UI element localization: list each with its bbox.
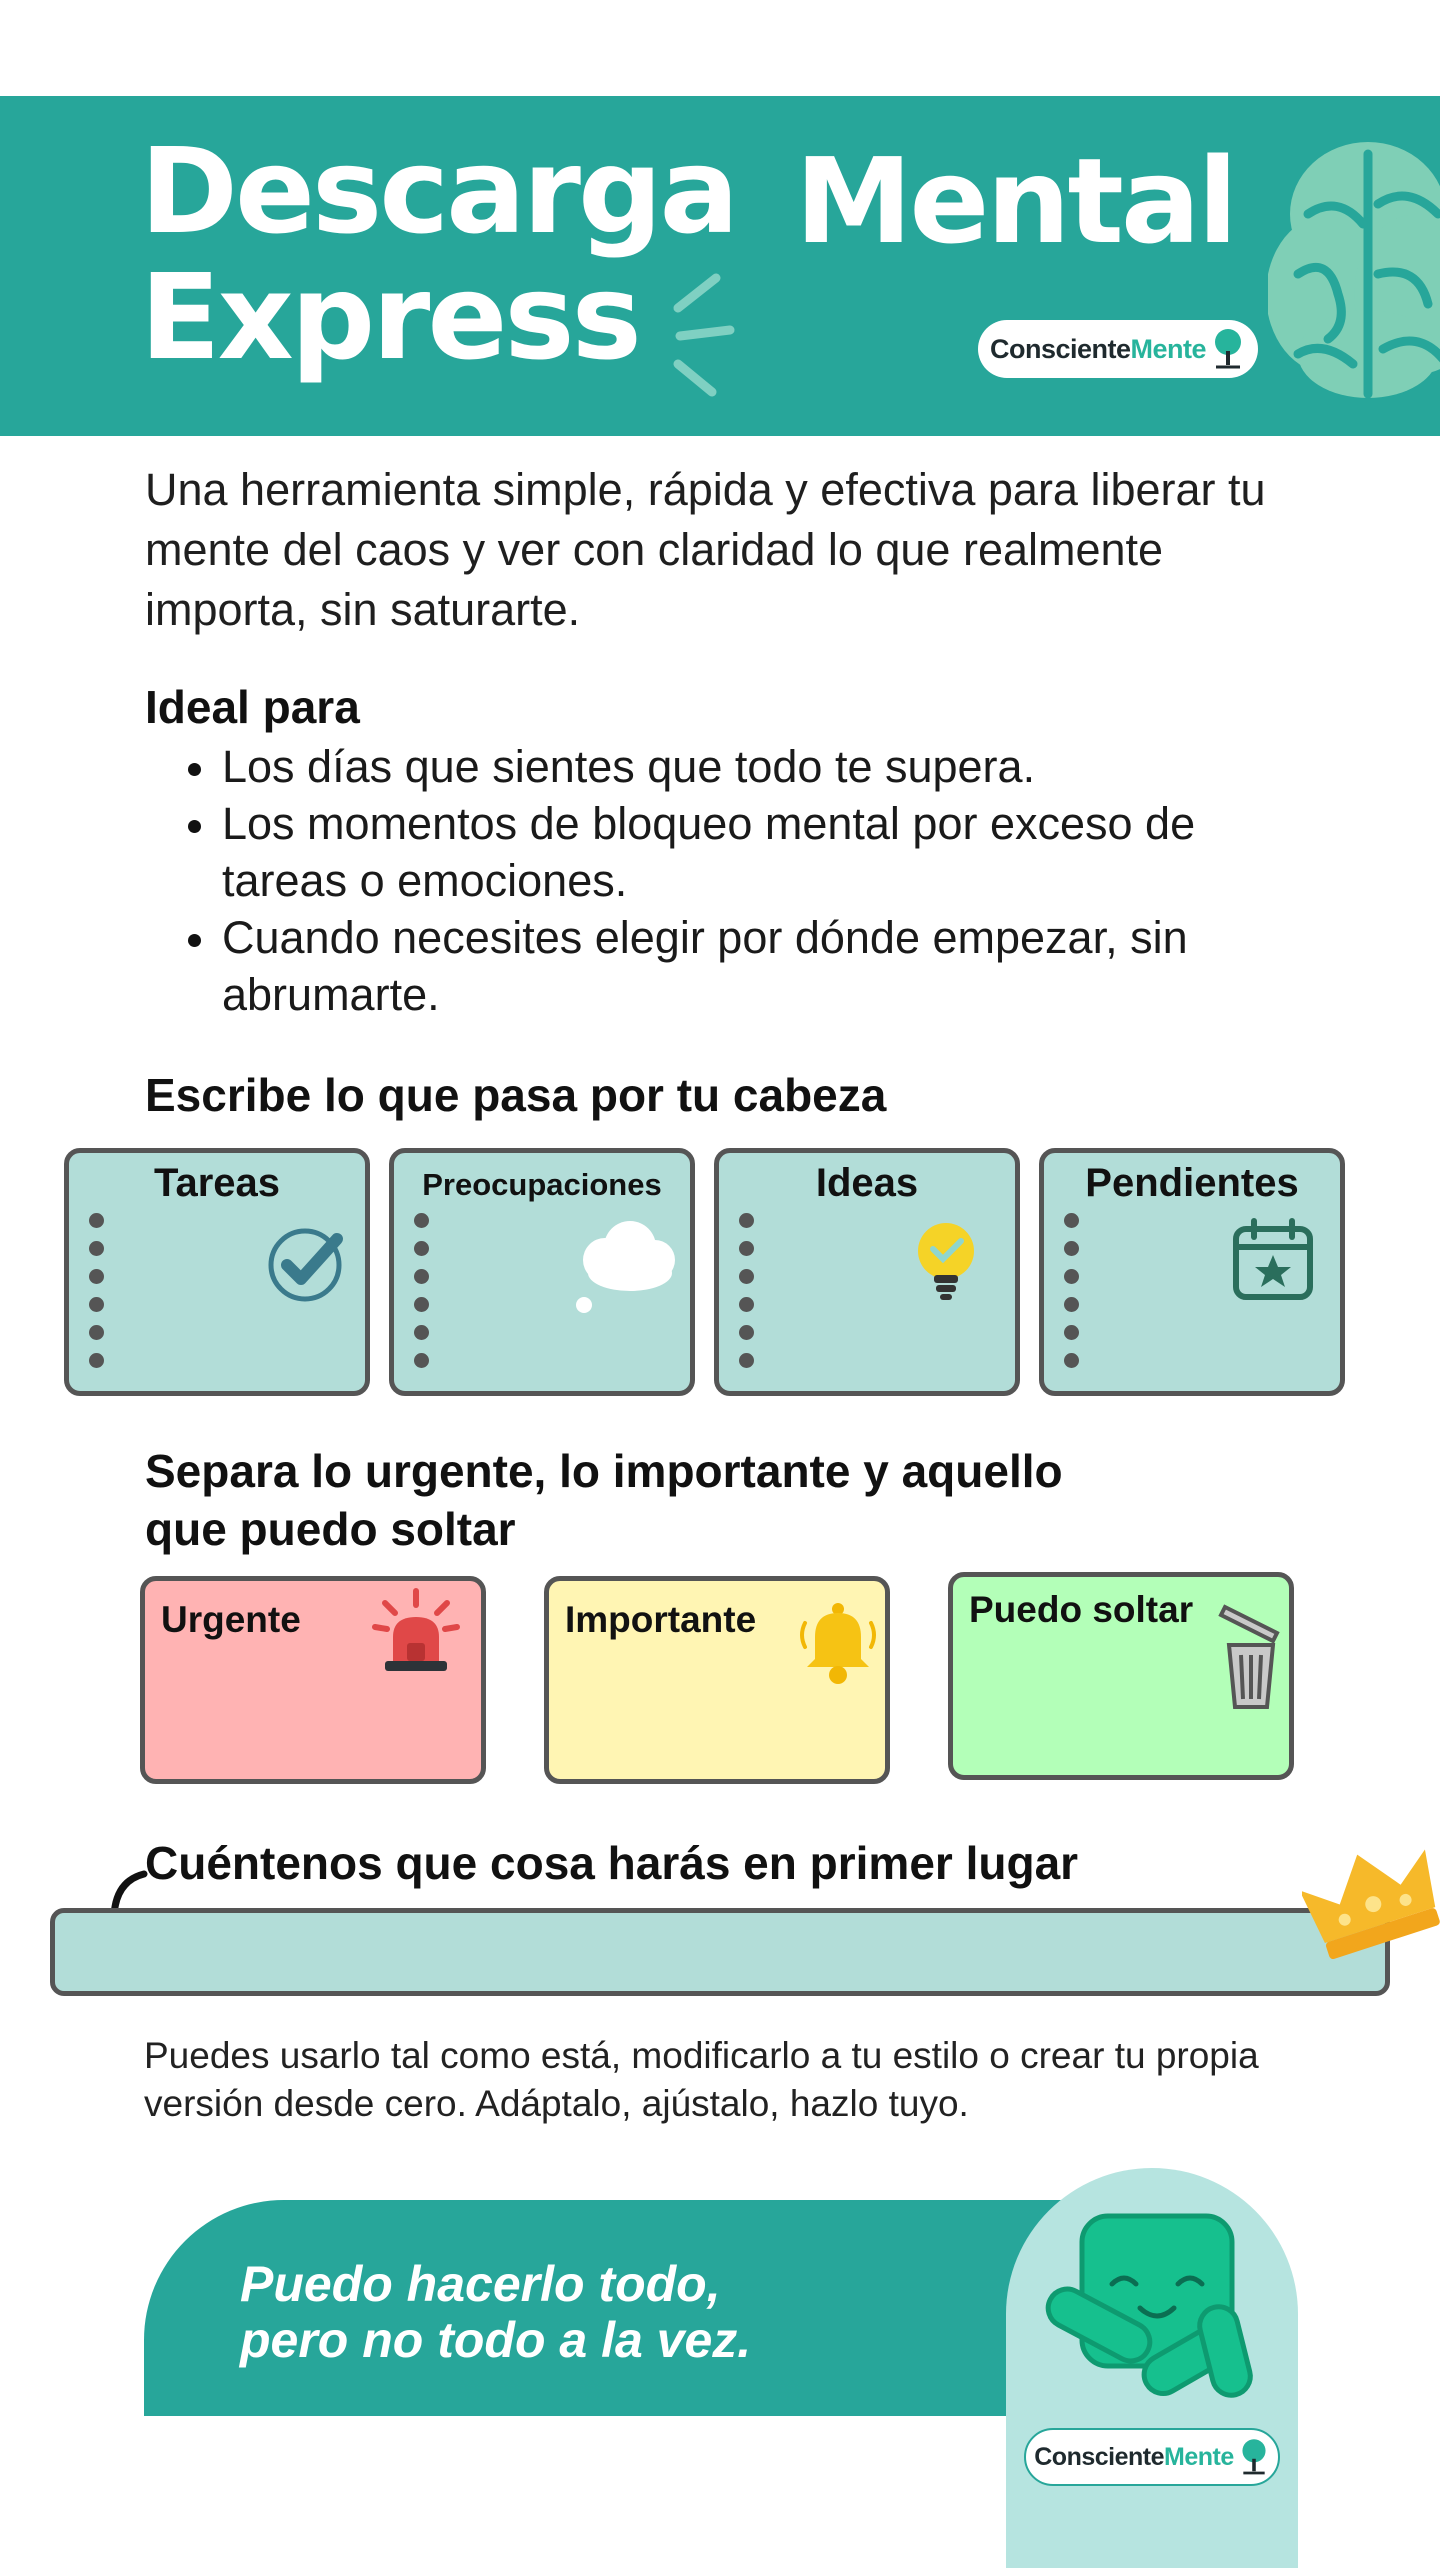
first-thing-input[interactable] <box>50 1908 1390 1996</box>
card-title: Ideas <box>815 1161 919 1205</box>
ideal-heading: Ideal para <box>145 681 360 733</box>
list-item: Cuando necesites elegir por dónde empezar, sin abrumarte. <box>180 909 1320 1023</box>
quote-line-2: pero no todo a la vez. <box>240 2312 752 2368</box>
card-preocupaciones[interactable] <box>389 1148 695 1396</box>
tree-logo-icon <box>1210 327 1246 371</box>
first-heading: Cuéntenos que cosa harás en primer lugar <box>145 1837 1079 1889</box>
crown-icon <box>1302 1838 1440 1962</box>
separate-heading <box>145 1442 1063 1558</box>
quote-line-1: Puedo hacerlo todo, <box>240 2256 721 2312</box>
card-urgente[interactable] <box>140 1576 486 1784</box>
brand-name-part-2: Mente <box>1164 2442 1234 2471</box>
quote-text <box>240 2256 960 2368</box>
card-title: Urgente <box>161 1599 301 1640</box>
card-title: Tareas <box>153 1161 280 1205</box>
brand-logo-footer <box>1024 2428 1280 2486</box>
intro-text: Una herramienta simple, rápida y efectiva para liberar tu mente del caos y ver con claridad lo que realmente importa, sin saturarte. <box>145 464 1266 635</box>
card-tareas[interactable] <box>64 1148 370 1396</box>
title-word-express: Express <box>140 248 639 386</box>
bullet-dots <box>739 1213 755 1381</box>
ideal-list <box>180 738 1320 1023</box>
card-importante[interactable] <box>544 1576 890 1784</box>
thought-cloud-icon <box>570 1215 680 1315</box>
brain-icon <box>1268 124 1440 414</box>
footer-note: Puedes usarlo tal como está, modificarlo a tu estilo o crear tu propia versión desde cero. Adáptalo, ajústalo, hazlo tuyo. <box>144 2035 1259 2124</box>
card-title: Preocupaciones <box>422 1167 662 1202</box>
tree-logo-icon <box>1238 2437 1270 2477</box>
card-puedo-soltar[interactable] <box>948 1572 1294 1780</box>
bullet-dots <box>89 1213 105 1381</box>
card-title: Pendientes <box>1085 1161 1299 1205</box>
write-heading: Escribe lo que pasa por tu cabeza <box>145 1069 887 1121</box>
brand-logo <box>978 320 1258 378</box>
header-banner <box>0 96 1440 436</box>
separate-heading-line-2: que puedo soltar <box>145 1503 516 1555</box>
trash-can-icon <box>1215 1603 1287 1713</box>
card-title: Importante <box>565 1599 757 1640</box>
bullet-dots <box>414 1213 430 1381</box>
list-item: Los días que sientes que todo te supera. <box>180 738 1320 795</box>
calendar-star-icon <box>1230 1217 1316 1303</box>
card-title: Puedo soltar <box>969 1589 1194 1630</box>
separate-heading-line-1: Separa lo urgente, lo importante y aquello <box>145 1445 1063 1497</box>
spark-lines-icon <box>668 268 738 398</box>
title-word-descarga: Descarga <box>140 122 737 260</box>
check-circle-icon <box>265 1219 351 1305</box>
list-item: Los momentos de bloqueo mental por exceso de tareas o emociones. <box>180 795 1320 909</box>
alarm-siren-icon <box>371 1587 461 1677</box>
lightbulb-icon <box>903 1219 989 1305</box>
brand-name-part-1: Consciente <box>1034 2442 1165 2471</box>
bell-icon <box>793 1597 883 1687</box>
bullet-dots <box>1064 1213 1080 1381</box>
green-mascot-icon <box>1040 2210 1270 2410</box>
title-word-mental: Mental <box>795 132 1235 270</box>
card-ideas[interactable] <box>714 1148 1020 1396</box>
brand-name-part-1: Consciente <box>989 333 1131 364</box>
brand-name-part-2: Mente <box>1130 333 1207 364</box>
card-pendientes[interactable] <box>1039 1148 1345 1396</box>
